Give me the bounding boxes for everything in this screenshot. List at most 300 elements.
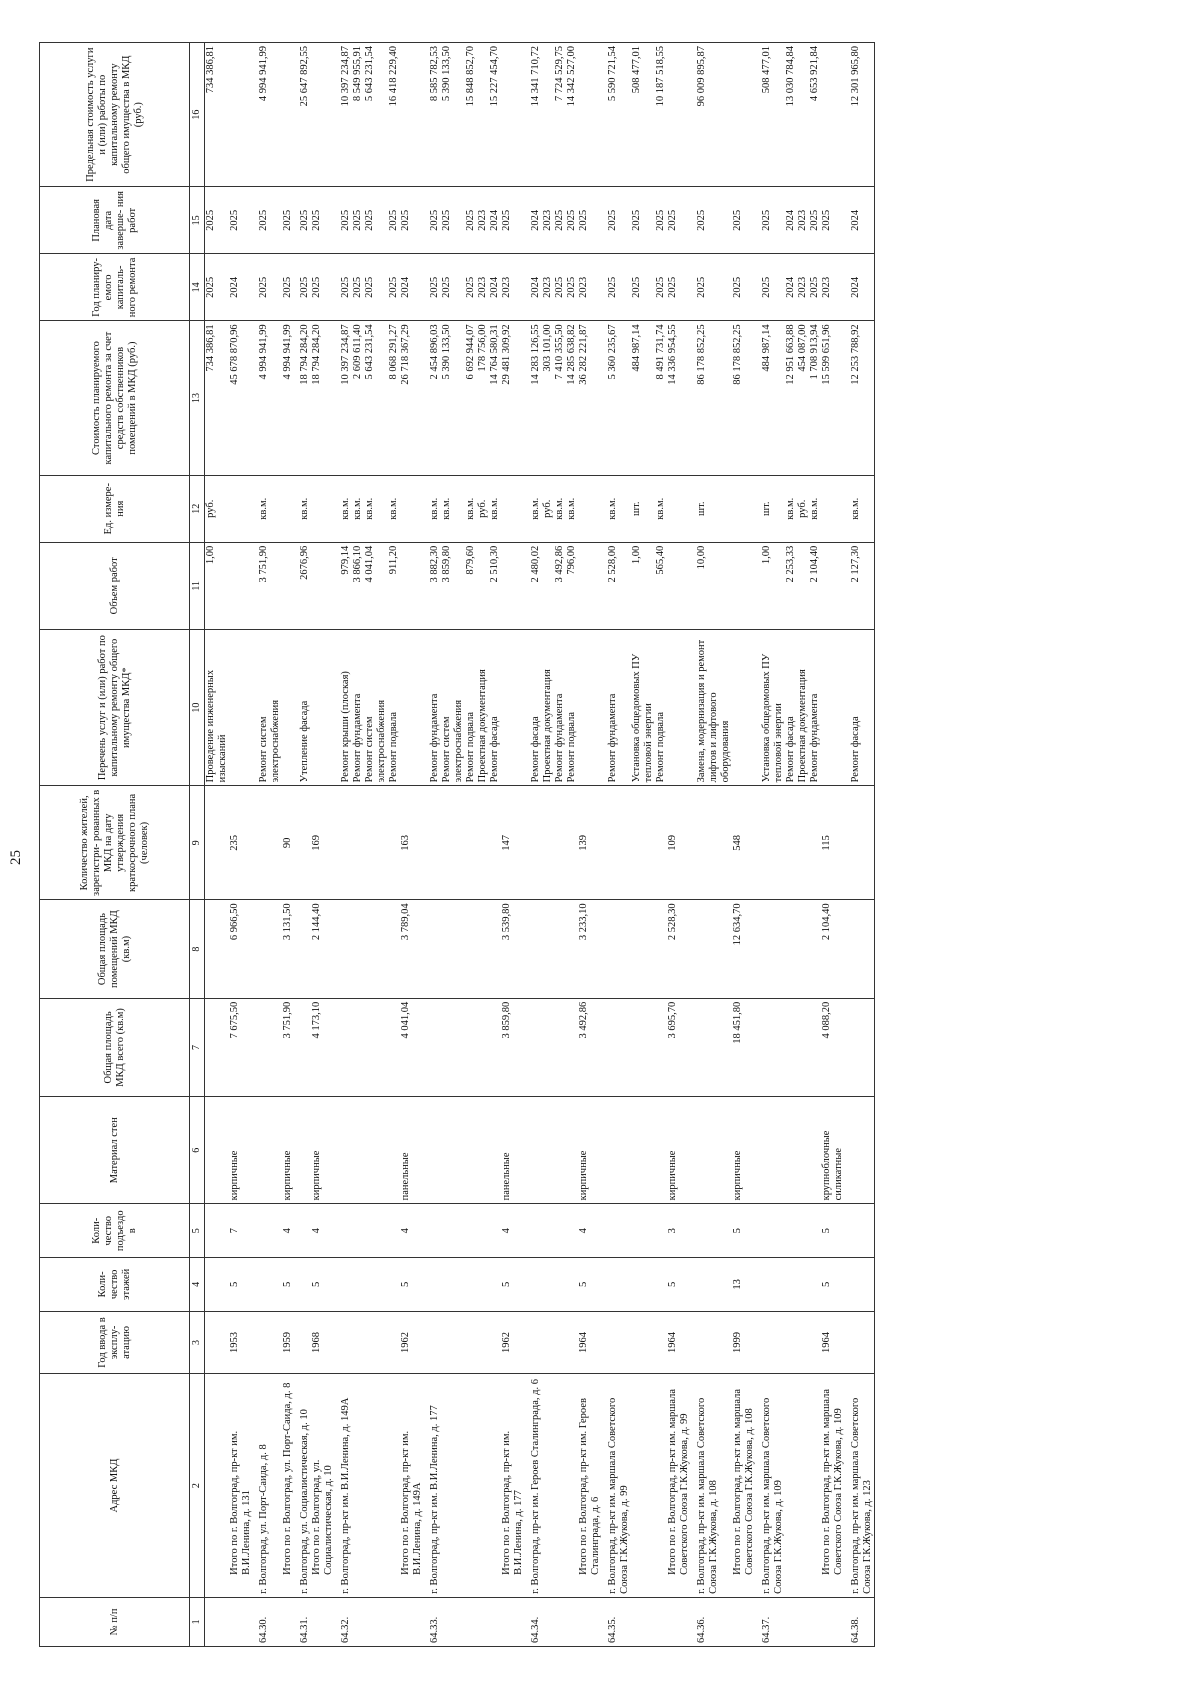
cell-col-14: 2025 — [566, 254, 578, 321]
cell-col-14: 2025 — [441, 254, 465, 321]
cell-col-8 — [299, 900, 311, 998]
total-row — [229, 43, 253, 1647]
cell-col-9 — [340, 786, 352, 900]
cell-col-1: 64.38. — [850, 1597, 875, 1646]
cell-col-12 — [400, 475, 424, 542]
cell-col-11: 2 528,00 — [607, 542, 631, 629]
column-number-5: 5 — [190, 1204, 205, 1258]
cell-col-11 — [732, 542, 756, 629]
cell-col-11 — [400, 542, 424, 629]
cell-col-12: кв.м. — [441, 475, 465, 542]
cell-col-11: 2 127,30 — [850, 542, 875, 629]
cell-col-9: 169 — [311, 786, 335, 900]
column-header-16: Предельная стоимость услуги и (или) работы по капитальному ремонту общего имущества в МКД (руб.) — [40, 43, 190, 187]
cell-col-1 — [352, 1597, 364, 1646]
cell-col-2 — [465, 1374, 477, 1598]
cell-col-4 — [797, 1258, 809, 1312]
cell-col-3: 1999 — [732, 1311, 756, 1374]
cell-col-8: 3 233,10 — [578, 900, 602, 998]
cell-col-9 — [566, 786, 578, 900]
cell-col-16: 4 653 921,84 — [809, 43, 821, 187]
table-row — [352, 43, 364, 1647]
cell-col-8 — [340, 900, 352, 998]
column-header-3: Год ввода в эксплу- атацию — [40, 1311, 190, 1374]
cell-col-3 — [554, 1311, 566, 1374]
cell-col-14: 2025 — [299, 254, 311, 321]
cell-col-6 — [299, 1097, 311, 1204]
cell-col-13: 4 994 941,99 — [282, 321, 294, 475]
cell-col-7 — [631, 998, 655, 1096]
cell-col-4 — [258, 1258, 282, 1312]
cell-col-15: 2025 — [631, 187, 655, 254]
cell-col-8: 2 144,40 — [311, 900, 335, 998]
cell-col-7 — [542, 998, 554, 1096]
cell-col-14: 2025 — [429, 254, 441, 321]
cell-col-6 — [352, 1097, 364, 1204]
cell-col-15: 2025 — [282, 187, 294, 254]
cell-col-5 — [364, 1204, 388, 1258]
cell-col-6 — [441, 1097, 465, 1204]
cell-col-9: 109 — [667, 786, 691, 900]
cell-col-2 — [542, 1374, 554, 1598]
cell-col-2 — [477, 1374, 489, 1598]
cell-col-14: 2025 — [696, 254, 732, 321]
table-body — [205, 43, 875, 1647]
cell-col-1 — [667, 1597, 691, 1646]
cell-col-13: 8 068 291,27 — [388, 321, 400, 475]
cell-col-7 — [850, 998, 875, 1096]
cell-col-4 — [785, 1258, 797, 1312]
cell-col-12: кв.м. — [429, 475, 441, 542]
cell-col-10: Ремонт систем электроснабжения — [441, 629, 465, 785]
cell-col-1 — [229, 1597, 253, 1646]
cell-col-16 — [311, 43, 335, 187]
cell-col-16 — [501, 43, 525, 187]
cell-col-8 — [797, 900, 809, 998]
cell-col-5: 3 — [667, 1204, 691, 1258]
cell-col-1 — [400, 1597, 424, 1646]
cell-col-7 — [785, 998, 797, 1096]
cell-col-8 — [205, 900, 230, 998]
cell-col-5: 4 — [578, 1204, 602, 1258]
cell-col-11 — [311, 542, 335, 629]
cell-col-15: 2025 — [501, 187, 525, 254]
cell-col-7 — [655, 998, 667, 1096]
cell-col-8 — [477, 900, 489, 998]
cell-col-2: г. Волгоград, пр-кт им. маршала Советского Союза Г.К.Жукова, д. 108 — [696, 1374, 732, 1598]
cell-col-3: 1964 — [821, 1311, 845, 1374]
table-header-row — [40, 43, 190, 1647]
cell-col-1: 64.33. — [429, 1597, 441, 1646]
column-number-9: 9 — [190, 786, 205, 900]
cell-col-12: кв.м. — [364, 475, 388, 542]
cell-col-10: Ремонт фундамента — [607, 629, 631, 785]
cell-col-14: 2023 — [578, 254, 602, 321]
table-row — [205, 43, 230, 1647]
cell-col-6 — [429, 1097, 441, 1204]
cell-col-14: 2025 — [607, 254, 631, 321]
cell-col-4 — [429, 1258, 441, 1312]
cell-col-4 — [696, 1258, 732, 1312]
cell-col-3 — [441, 1311, 465, 1374]
cell-col-14: 2023 — [821, 254, 845, 321]
column-number-4: 4 — [190, 1258, 205, 1312]
cell-col-2 — [554, 1374, 566, 1598]
cell-col-6 — [785, 1097, 797, 1204]
cell-col-7: 4 088,20 — [821, 998, 845, 1096]
cell-col-16 — [400, 43, 424, 187]
cell-col-6: кирпичные — [667, 1097, 691, 1204]
column-header-6: Материал стен — [40, 1097, 190, 1204]
cell-col-3 — [809, 1311, 821, 1374]
cell-col-8 — [352, 900, 364, 998]
cell-col-8 — [761, 900, 785, 998]
column-header-13: Стоимость планируемого капитального ремонта за счет средств собственников помещений в МКД (руб.) — [40, 321, 190, 475]
cell-col-1 — [578, 1597, 602, 1646]
cell-col-7: 3 695,70 — [667, 998, 691, 1096]
cell-col-4 — [554, 1258, 566, 1312]
cell-col-5 — [429, 1204, 441, 1258]
cell-col-13: 86 178 852,25 — [696, 321, 732, 475]
cell-col-16: 15 227 454,70 — [489, 43, 501, 187]
cell-col-8 — [441, 900, 465, 998]
cell-col-12: шт. — [696, 475, 732, 542]
cell-col-15: 2025 — [732, 187, 756, 254]
cell-col-16 — [667, 43, 691, 187]
cell-col-12: кв.м. — [850, 475, 875, 542]
cell-col-14: 2024 — [850, 254, 875, 321]
cell-col-14: 2025 — [352, 254, 364, 321]
cell-col-16 — [821, 43, 845, 187]
cell-col-13: 86 178 852,25 — [732, 321, 756, 475]
cell-col-12: руб. — [205, 475, 230, 542]
cell-col-3 — [761, 1311, 785, 1374]
column-header-11: Объем работ — [40, 542, 190, 629]
cell-col-1 — [501, 1597, 525, 1646]
cell-col-10: Ремонт подвала — [465, 629, 477, 785]
cell-col-2: Итого по г. Волгоград, пр-кт им. В.И.Ленина, д. 177 — [501, 1374, 525, 1598]
cell-col-15: 2025 — [429, 187, 441, 254]
cell-col-10: Установка общедомовых ПУ тепловой энергии — [631, 629, 655, 785]
cell-col-11: 1,00 — [205, 542, 230, 629]
cell-col-7 — [205, 998, 230, 1096]
cell-col-5: 5 — [821, 1204, 845, 1258]
cell-col-5 — [258, 1204, 282, 1258]
cell-col-4 — [489, 1258, 501, 1312]
cell-col-9 — [530, 786, 542, 900]
capital-repair-plan-table — [39, 42, 875, 1647]
cell-col-10 — [400, 629, 424, 785]
cell-col-15: 2025 — [554, 187, 566, 254]
cell-col-13: 6 692 944,07 — [465, 321, 477, 475]
cell-col-12: кв.м. — [566, 475, 578, 542]
cell-col-14: 2025 — [364, 254, 388, 321]
table-row — [850, 43, 875, 1647]
cell-col-11: 3 866,10 — [352, 542, 364, 629]
cell-col-14: 2025 — [631, 254, 655, 321]
cell-col-7 — [258, 998, 282, 1096]
column-number-row — [190, 43, 205, 1647]
cell-col-6 — [631, 1097, 655, 1204]
cell-col-6: кирпичные — [732, 1097, 756, 1204]
cell-col-9: 163 — [400, 786, 424, 900]
cell-col-15: 2025 — [465, 187, 477, 254]
cell-col-16: 10 187 518,55 — [655, 43, 667, 187]
cell-col-16: 508 477,01 — [761, 43, 785, 187]
cell-col-7 — [340, 998, 352, 1096]
cell-col-9 — [441, 786, 465, 900]
cell-col-1 — [655, 1597, 667, 1646]
cell-col-12 — [501, 475, 525, 542]
cell-col-1 — [809, 1597, 821, 1646]
cell-col-6 — [655, 1097, 667, 1204]
cell-col-2 — [489, 1374, 501, 1598]
cell-col-4 — [761, 1258, 785, 1312]
cell-col-11 — [477, 542, 489, 629]
cell-col-11: 879,60 — [465, 542, 477, 629]
cell-col-8 — [785, 900, 797, 998]
cell-col-10: Проектная документация — [477, 629, 489, 785]
cell-col-9 — [850, 786, 875, 900]
cell-col-4: 13 — [732, 1258, 756, 1312]
cell-col-6: панельные — [400, 1097, 424, 1204]
cell-col-9 — [364, 786, 388, 900]
cell-col-15: 2025 — [299, 187, 311, 254]
cell-col-12: шт. — [761, 475, 785, 542]
cell-col-7 — [465, 998, 477, 1096]
cell-col-16: 12 301 965,80 — [850, 43, 875, 187]
cell-col-10 — [501, 629, 525, 785]
cell-col-9 — [489, 786, 501, 900]
cell-col-2 — [566, 1374, 578, 1598]
cell-col-9 — [655, 786, 667, 900]
cell-col-15: 2025 — [352, 187, 364, 254]
cell-col-2 — [364, 1374, 388, 1598]
cell-col-10: Ремонт систем электроснабжения — [258, 629, 282, 785]
cell-col-16 — [732, 43, 756, 187]
cell-col-12 — [578, 475, 602, 542]
cell-col-8: 6 966,50 — [229, 900, 253, 998]
cell-col-8: 3 131,50 — [282, 900, 294, 998]
cell-col-5 — [554, 1204, 566, 1258]
cell-col-8 — [465, 900, 477, 998]
cell-col-13: 12 951 663,88 — [785, 321, 797, 475]
cell-col-3: 1964 — [578, 1311, 602, 1374]
table-row — [258, 43, 282, 1647]
cell-col-16 — [797, 43, 809, 187]
cell-col-10 — [821, 629, 845, 785]
cell-col-1: 64.34. — [530, 1597, 542, 1646]
cell-col-4 — [340, 1258, 352, 1312]
cell-col-14: 2025 — [761, 254, 785, 321]
cell-col-1 — [785, 1597, 797, 1646]
cell-col-2 — [388, 1374, 400, 1598]
cell-col-9 — [477, 786, 489, 900]
cell-col-16: 16 418 229,40 — [388, 43, 400, 187]
column-header-8: Общая площадь помещений МКД (кв.м) — [40, 900, 190, 998]
cell-col-2: Итого по г. Волгоград, ул. Порт-Саида, д. 8 — [282, 1374, 294, 1598]
total-row — [821, 43, 845, 1647]
cell-col-3 — [542, 1311, 554, 1374]
table-row — [388, 43, 400, 1647]
cell-col-10: Установка общедомовых ПУ тепловой энергии — [761, 629, 785, 785]
cell-col-9: 115 — [821, 786, 845, 900]
cell-col-5 — [655, 1204, 667, 1258]
cell-col-8: 2 528,30 — [667, 900, 691, 998]
cell-col-4: 5 — [229, 1258, 253, 1312]
cell-col-5 — [340, 1204, 352, 1258]
cell-col-2 — [441, 1374, 465, 1598]
column-header-2: Адрес МКД — [40, 1374, 190, 1598]
cell-col-4: 5 — [311, 1258, 335, 1312]
cell-col-15: 2023 — [797, 187, 809, 254]
cell-col-5 — [542, 1204, 554, 1258]
cell-col-11: 2 510,30 — [489, 542, 501, 629]
cell-col-16: 734 386,81 — [205, 43, 230, 187]
column-number-16: 16 — [190, 43, 205, 187]
cell-col-5 — [809, 1204, 821, 1258]
cell-col-4: 5 — [821, 1258, 845, 1312]
cell-col-12 — [667, 475, 691, 542]
column-number-15: 15 — [190, 187, 205, 254]
cell-col-11: 2 480,02 — [530, 542, 542, 629]
column-number-13: 13 — [190, 321, 205, 475]
cell-col-9 — [352, 786, 364, 900]
cell-col-3: 1968 — [311, 1311, 335, 1374]
cell-col-11 — [542, 542, 554, 629]
column-header-10: Перечень услуг и (или) работ по капитальному ремонту общего имущества МКД* — [40, 629, 190, 785]
cell-col-2: Итого по г. Волгоград, пр-кт им. маршала Советского Союза Г.К.Жукова, д. 109 — [821, 1374, 845, 1598]
cell-col-10 — [282, 629, 294, 785]
cell-col-1 — [542, 1597, 554, 1646]
cell-col-8: 12 634,70 — [732, 900, 756, 998]
cell-col-7 — [299, 998, 311, 1096]
cell-col-13: 178 756,00 — [477, 321, 489, 475]
table-row — [441, 43, 465, 1647]
cell-col-5 — [530, 1204, 542, 1258]
cell-col-8: 2 104,40 — [821, 900, 845, 998]
cell-col-1 — [489, 1597, 501, 1646]
cell-col-16: 4 994 941,99 — [258, 43, 282, 187]
column-header-9: Количество жителей, зарегистри- рованных в МКД на дату утверждения краткосрочного плана (человек) — [40, 786, 190, 900]
cell-col-10: Ремонт фундамента — [554, 629, 566, 785]
column-number-1: 1 — [190, 1597, 205, 1646]
cell-col-9 — [761, 786, 785, 900]
cell-col-10 — [732, 629, 756, 785]
cell-col-9: 548 — [732, 786, 756, 900]
cell-col-4 — [566, 1258, 578, 1312]
cell-col-1 — [364, 1597, 388, 1646]
cell-col-1 — [465, 1597, 477, 1646]
cell-col-10: Ремонт фасада — [530, 629, 542, 785]
cell-col-5 — [607, 1204, 631, 1258]
cell-col-14: 2023 — [477, 254, 489, 321]
cell-col-3 — [566, 1311, 578, 1374]
cell-col-10: Ремонт подвала — [388, 629, 400, 785]
cell-col-15: 2025 — [809, 187, 821, 254]
cell-col-14: 2024 — [530, 254, 542, 321]
cell-col-5 — [785, 1204, 797, 1258]
cell-col-7 — [566, 998, 578, 1096]
cell-col-13: 29 481 309,92 — [501, 321, 525, 475]
cell-col-8 — [607, 900, 631, 998]
cell-col-14: 2025 — [465, 254, 477, 321]
total-row — [282, 43, 294, 1647]
cell-col-3 — [388, 1311, 400, 1374]
cell-col-6 — [364, 1097, 388, 1204]
cell-col-16: 15 848 852,70 — [465, 43, 477, 187]
cell-col-7 — [530, 998, 542, 1096]
cell-col-3: 1964 — [667, 1311, 691, 1374]
cell-col-12: кв.м. — [489, 475, 501, 542]
cell-col-6: кирпичные — [282, 1097, 294, 1204]
cell-col-15: 2025 — [258, 187, 282, 254]
cell-col-7: 18 451,80 — [732, 998, 756, 1096]
total-row — [400, 43, 424, 1647]
cell-col-13: 4 994 941,99 — [258, 321, 282, 475]
cell-col-16: 508 477,01 — [631, 43, 655, 187]
cell-col-6 — [607, 1097, 631, 1204]
cell-col-9 — [205, 786, 230, 900]
cell-col-5: 4 — [501, 1204, 525, 1258]
column-header-5: Коли- чество подъездо в — [40, 1204, 190, 1258]
table-row — [530, 43, 542, 1647]
cell-col-12: кв.м. — [809, 475, 821, 542]
cell-col-1 — [631, 1597, 655, 1646]
cell-col-7 — [364, 998, 388, 1096]
cell-col-16 — [229, 43, 253, 187]
cell-col-12: руб. — [542, 475, 554, 542]
cell-col-10: Ремонт фундамента — [429, 629, 441, 785]
cell-col-15: 2025 — [400, 187, 424, 254]
cell-col-11: 3 492,86 — [554, 542, 566, 629]
cell-col-16: 8 585 782,53 — [429, 43, 441, 187]
cell-col-8 — [530, 900, 542, 998]
cell-col-13: 734 386,81 — [205, 321, 230, 475]
cell-col-2 — [797, 1374, 809, 1598]
cell-col-16: 13 030 784,84 — [785, 43, 797, 187]
cell-col-13: 36 282 221,87 — [578, 321, 602, 475]
cell-col-5: 4 — [282, 1204, 294, 1258]
cell-col-3 — [477, 1311, 489, 1374]
cell-col-13: 14 283 126,55 — [530, 321, 542, 475]
column-number-2: 2 — [190, 1374, 205, 1598]
cell-col-13: 14 336 954,55 — [667, 321, 691, 475]
cell-col-2 — [631, 1374, 655, 1598]
cell-col-14: 2025 — [340, 254, 352, 321]
cell-col-3 — [299, 1311, 311, 1374]
cell-col-11: 911,20 — [388, 542, 400, 629]
table-row — [364, 43, 388, 1647]
cell-col-1 — [477, 1597, 489, 1646]
cell-col-8: 3 789,04 — [400, 900, 424, 998]
cell-col-13: 12 253 788,92 — [850, 321, 875, 475]
cell-col-13: 454 087,00 — [797, 321, 809, 475]
cell-col-5 — [566, 1204, 578, 1258]
table-row — [809, 43, 821, 1647]
cell-col-16: 14 342 527,00 — [566, 43, 578, 187]
cell-col-5: 4 — [400, 1204, 424, 1258]
cell-col-12: кв.м. — [785, 475, 797, 542]
cell-col-15: 2025 — [441, 187, 465, 254]
cell-col-16: 96 009 895,87 — [696, 43, 732, 187]
column-number-8: 8 — [190, 900, 205, 998]
cell-col-14: 2024 — [400, 254, 424, 321]
cell-col-8 — [809, 900, 821, 998]
cell-col-15: 2025 — [388, 187, 400, 254]
cell-col-10 — [229, 629, 253, 785]
cell-col-9: 235 — [229, 786, 253, 900]
